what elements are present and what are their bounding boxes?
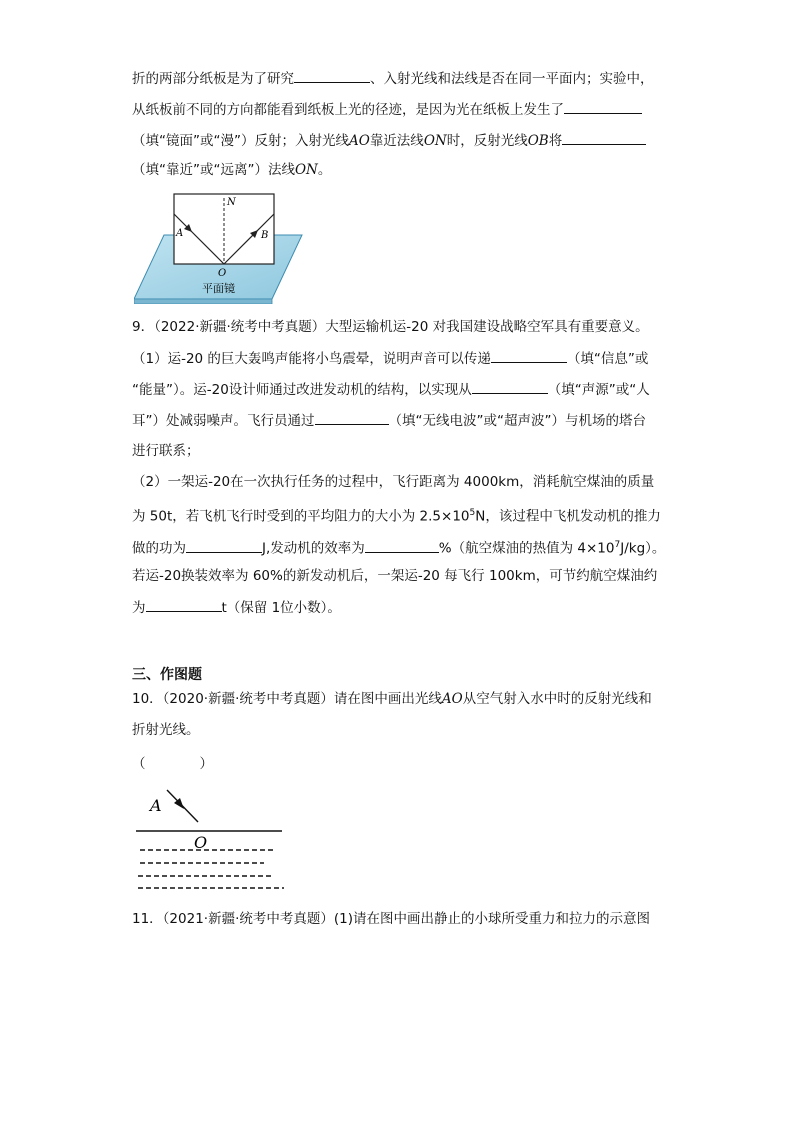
q9-line-10: 为 t（保留 1位小数）。 [132, 600, 341, 616]
q10-line-1: 10．（2020·新疆·统考中考真题）请在图中画出光线AO从空气射入水中时的反射光线和 [132, 691, 652, 707]
water-dashes [138, 850, 284, 888]
q9-line-7: 为 50t，若飞机飞行时受到的平均阻力的大小为 $2.5\times 10^5N$，该过程中飞机发动机的推力 [132, 508, 661, 525]
label-b: B [261, 230, 269, 241]
answer-blank[interactable] [564, 100, 642, 114]
answer-blank[interactable] [472, 380, 548, 394]
q8-line-3: （填“镜面”或“漫”）反射；入射光线AO靠近法线ON时，反射光线OB将 [132, 131, 646, 150]
q9-line-2: （1）运-20 的巨大轰鸣声能将小鸟震晕，说明声音可以传递 （填“信息”或 [132, 351, 649, 367]
mirror-experiment-figure [134, 192, 314, 304]
q10-line-2: 折射光线。 [132, 722, 200, 738]
q9-line-4: 耳”）处减弱噪声。飞行员通过 （填“无线电波”或“超声波”）与机场的塔台 [132, 413, 646, 429]
q8-line-1: 折的两部分纸板是为了研究 、入射光线和法线是否在同一平面内；实验中， [132, 71, 654, 87]
q9-line-1: 9．（2022·新疆·统考中考真题）大型运输机运-20 对我国建设战略空军具有重要意义。 [132, 319, 649, 335]
q9-line-6: （2）一架运-20在一次执行任务的过程中，飞行距离为 4000km，消耗航空煤油的质量 [132, 474, 655, 490]
answer-blank[interactable] [562, 131, 646, 145]
section-title: 三、作图题 [132, 667, 202, 683]
q9-line-9: 若运-20换装效率为 60%的新发动机后，一架运-20 每飞行 100km，可节约航空煤油约 [132, 568, 658, 584]
mirror-label: 平面镜 [202, 282, 235, 295]
label-o: O [194, 833, 208, 852]
answer-blank[interactable] [315, 411, 389, 425]
q8-line-2: 从纸板前不同的方向都能看到纸板上光的径迹，是因为光在纸板上发生了 [132, 100, 642, 119]
q9-line-8: 做的功为 J,发动机的效率为 %（航空煤油的热值为 $4\times 10^7J/kg$）。 [132, 540, 666, 557]
label-a: A [176, 228, 184, 239]
answer-blank[interactable] [294, 69, 370, 83]
q11-line-1: 11．（2021·新疆·统考中考真题）(1)请在图中画出静止的小球所受重力和拉力的示意图 [132, 911, 650, 927]
q9-line-5: 进行联系； [132, 443, 200, 459]
label-a: A [150, 796, 162, 815]
label-o: O [218, 268, 227, 279]
q9-line-3: “能量”）。运-20设计师通过改进发动机的结构，以实现从 （填“声源”或“人 [132, 382, 650, 398]
answer-blank[interactable] [365, 539, 439, 553]
answer-parentheses[interactable]: （ ） [132, 756, 213, 772]
label-n: N [227, 197, 236, 208]
plane-mirror-edge [134, 299, 272, 304]
q8-line-4: （填“靠近”或“远离”）法线ON。 [132, 162, 332, 178]
refraction-figure [134, 788, 286, 894]
answer-blank[interactable] [491, 349, 567, 363]
answer-blank[interactable] [146, 598, 222, 612]
answer-blank[interactable] [186, 539, 262, 553]
